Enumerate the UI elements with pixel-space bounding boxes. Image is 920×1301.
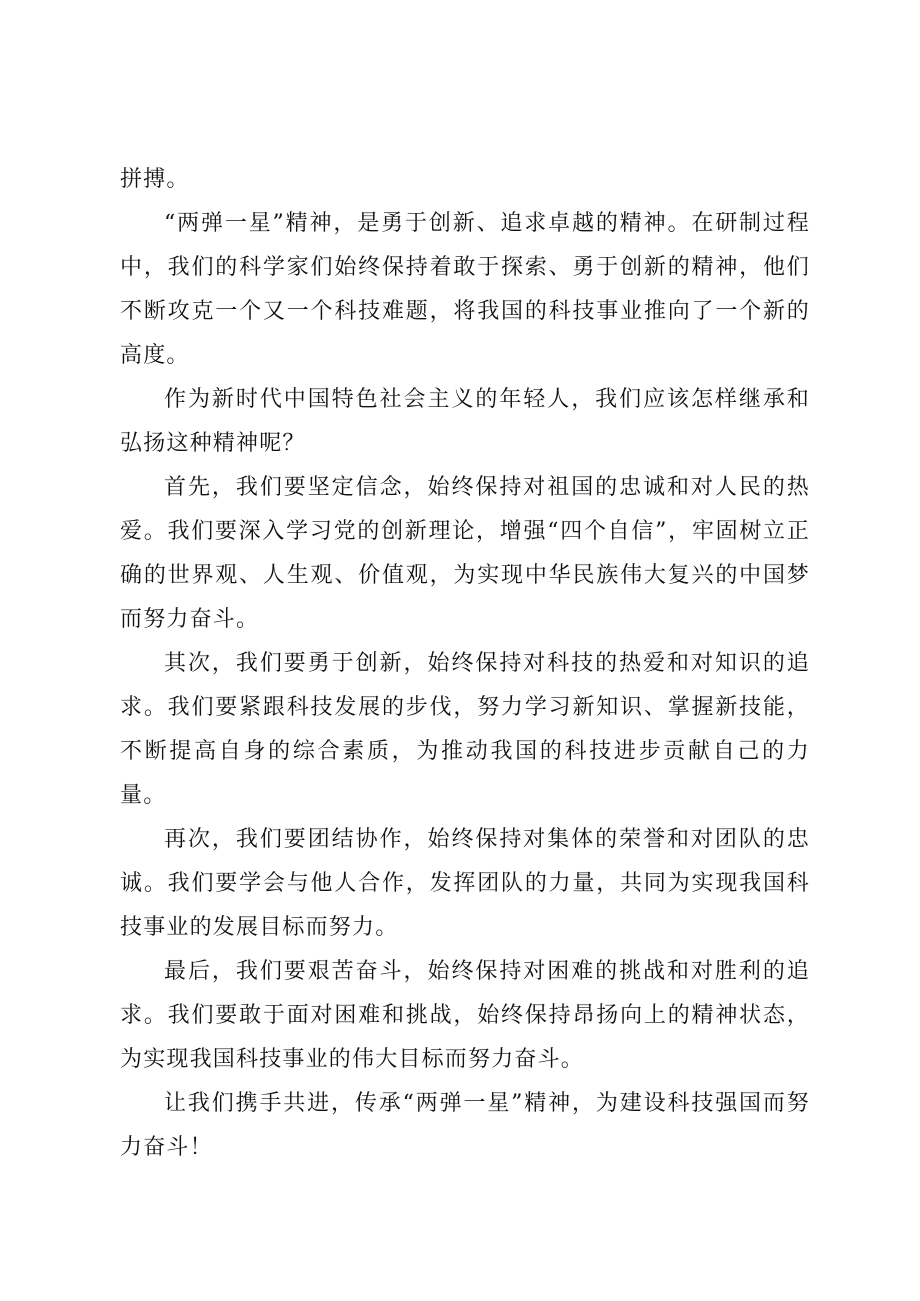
paragraph-continuation: 拼搏。	[120, 167, 190, 192]
paragraph-conclusion: 让我们携手共进，传承“两弹一星”精神，为建设科技强国而努力奋斗！	[120, 1091, 810, 1160]
paragraph-innovation-spirit: “两弹一星”精神，是勇于创新、追求卓越的精神。在研制过程中，我们的科学家们始终保持着敢于探索、勇于创新的精神，他们不断攻克一个又一个科技难题，将我国的科技事业推向了一个新的高度。	[120, 211, 810, 368]
paragraph-question: 作为新时代中国特色社会主义的年轻人，我们应该怎样继承和弘扬这种精神呢？	[120, 387, 810, 456]
paragraph-finally: 最后，我们要艰苦奋斗，始终保持对困难的挑战和对胜利的追求。我们要敢于面对困难和挑战，始终保持昂扬向上的精神状态，为实现我国科技事业的伟大目标而努力奋斗。	[120, 959, 810, 1072]
document-body	[120, 158, 810, 1170]
paragraph-secondly: 其次，我们要勇于创新，始终保持对科技的热爱和对知识的追求。我们要紧跟科技发展的步伐，努力学习新知识、掌握新技能，不断提高自身的综合素质，为推动我国的科技进步贡献自己的力量。	[120, 651, 810, 808]
paragraph-firstly: 首先，我们要坚定信念，始终保持对祖国的忠诚和对人民的热爱。我们要深入学习党的创新理论，增强“四个自信”，牢固树立正确的世界观、人生观、价值观，为实现中华民族伟大复兴的中国梦而努力奋斗。	[120, 475, 810, 632]
paragraph-thirdly: 再次，我们要团结协作，始终保持对集体的荣誉和对团队的忠诚。我们要学会与他人合作，发挥团队的力量，共同为实现我国科技事业的发展目标而努力。	[120, 827, 810, 940]
